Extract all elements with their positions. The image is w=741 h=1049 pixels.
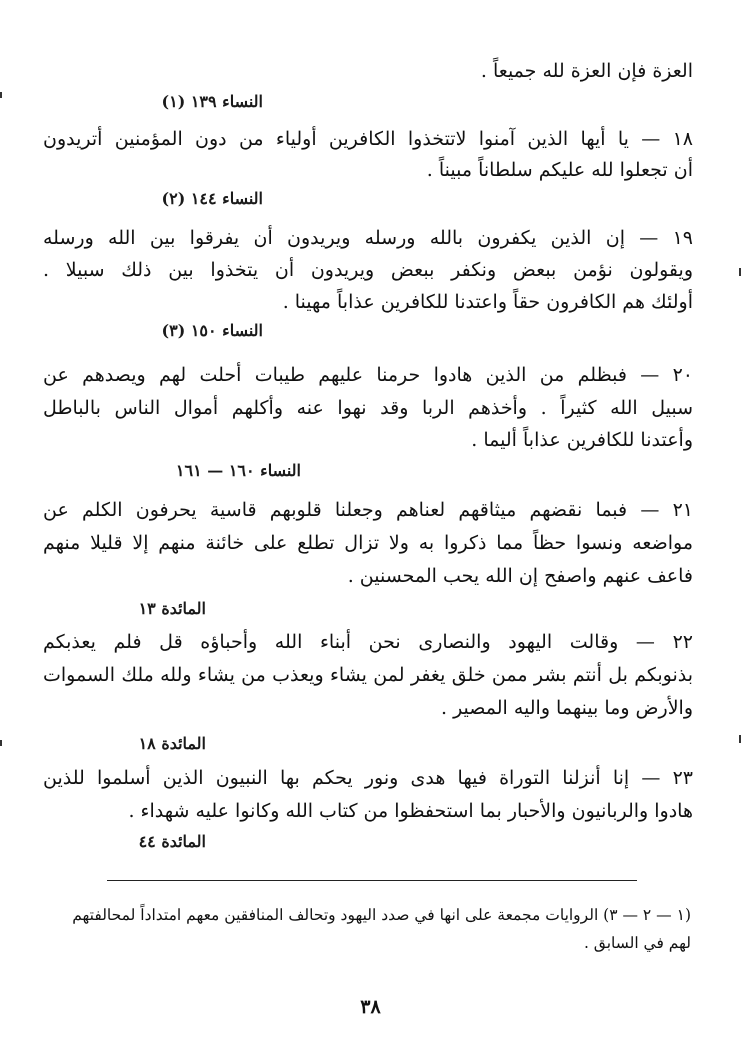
text-line: ٢٠ — فبظلم من الذين هادوا حرمنا عليهم طيبات أحلت لهم ويصدهم عن [43, 364, 693, 386]
text-line: أولئك هم الكافرون حقاً واعتدنا للكافرين عذاباً مهينا . [282, 291, 693, 313]
footnote-divider [107, 880, 637, 881]
text-line: ٢٣ — إنا أنزلنا التوراة فيها هدى ونور يحكم بها النبيون الذين أسلموا للذين [43, 767, 693, 789]
text-line: وأعتدنا للكافرين عذاباً أليما . [471, 429, 693, 451]
margin-mark [0, 92, 2, 98]
text-line: بذنوبكم بل أنتم بشر ممن خلق يغفر لمن يشاء ويعذب من يشاء ولله ملك السموات [43, 664, 693, 686]
text-line: العزة فإن العزة لله جميعاً . [480, 60, 693, 82]
verse-reference: المائدة ١٨ [138, 734, 206, 753]
text-line: والأرض وما بينهما واليه المصير . [440, 697, 693, 719]
margin-mark [0, 740, 2, 746]
text-line: ٢١ — فبما نقضهم ميثاقهم لعناهم وجعلنا قلوبهم قاسية يحرفون الكلم عن [43, 499, 693, 521]
verse-reference: النساء ١٣٩ (١) [161, 92, 263, 111]
verse-reference: النساء ١٥٠ (٣) [161, 321, 263, 340]
verse-reference: النساء ١٤٤ (٢) [161, 189, 263, 208]
verse-reference: المائدة ٤٤ [138, 832, 206, 851]
text-line: مواضعه ونسوا حظاً مما ذكروا به ولا تزال تطلع على خائنة منهم إلا قليلا منهم [43, 532, 693, 554]
text-line: أن تجعلوا لله عليكم سلطاناً مبيناً . [426, 159, 693, 181]
text-line: هادوا والربانيون والأحبار بما استحفظوا من كتاب الله وكانوا عليه شهداء . [128, 800, 693, 822]
text-line: ٢٢ — وقالت اليهود والنصارى نحن أبناء الله وأحباؤه قل فلم يعذبكم [43, 631, 693, 653]
footnote-line: (١ — ٢ — ٣) الروايات مجمعة على انها في صدد اليهود وتحالف المنافقين معهم امتداداً لمحالفتهم [72, 906, 691, 924]
text-line: سبيل الله كثيراً . وأخذهم الربا وقد نهوا عنه وأكلهم أموال الناس بالباطل [43, 397, 693, 419]
verse-reference: المائدة ١٣ [138, 599, 206, 618]
verse-reference: النساء ١٦٠ — ١٦١ [175, 461, 301, 480]
text-line: فاعف عنهم واصفح إن الله يحب المحسنين . [347, 565, 693, 587]
footnote-line: لهم في السابق . [583, 934, 691, 952]
page-number: ٣٨ [360, 996, 381, 1018]
text-line: ويقولون نؤمن ببعض ونكفر ببعض ويريدون أن يتخذوا بين ذلك سبيلا . [43, 259, 693, 281]
text-line: ١٩ — إن الذين يكفرون بالله ورسله ويريدون أن يفرقوا بين الله ورسله [43, 227, 693, 249]
text-line: ١٨ — يا أيها الذين آمنوا لاتتخذوا الكافرين أولياء من دون المؤمنين أتريدون [43, 128, 693, 150]
